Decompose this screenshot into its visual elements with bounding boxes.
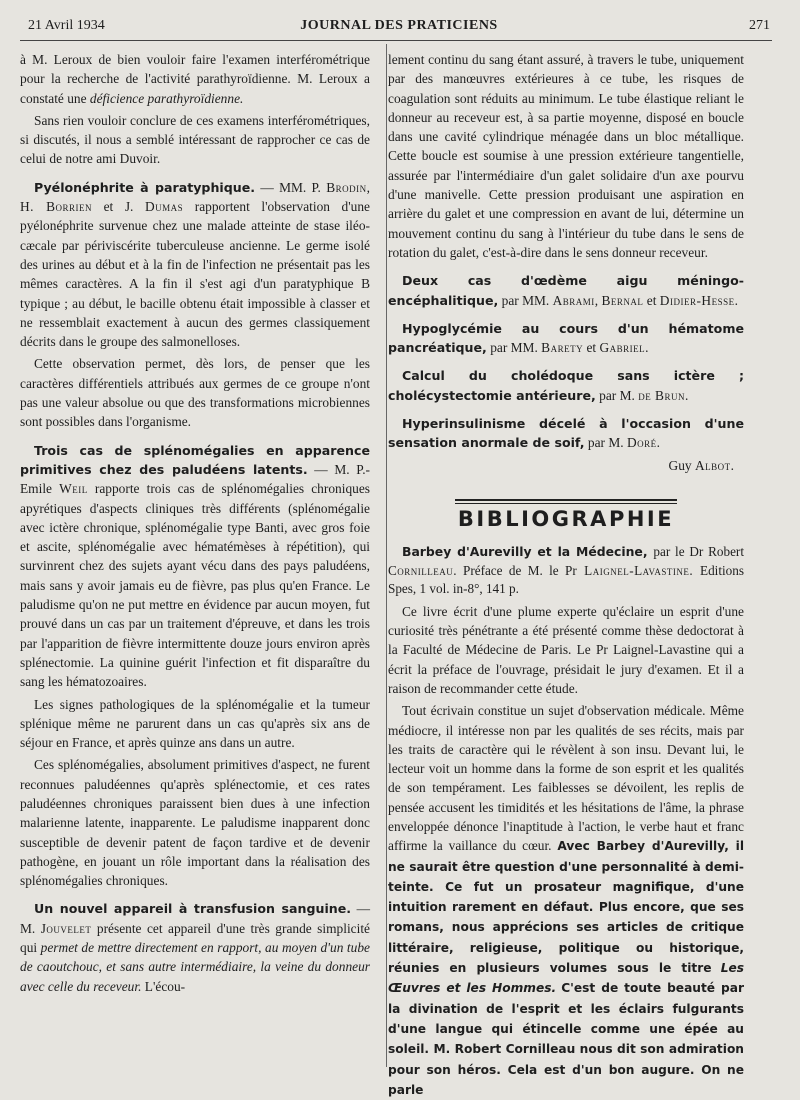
column-divider — [386, 44, 387, 1067]
left-column — [20, 50, 370, 1067]
paragraph: Tout écrivain constitue un sujet d'observation médicale. Même médiocre, il intéresse non par les qualités de ses récits, mais par les traits de caractère qui le révèlent à son insu. Devant lui, le lecteur voit un homme dans la forme de son esprit et les qualités de son tempérament. Les faiblesses se dévoilent, les replis de pensée accusent les timidités et les hésitations de l'âme, la phrase enveloppée dénonce l'inaptitude à l'action, le verbe haut et franc affirme la vaillance du cœur. Avec Barbey d'Aurevilly, il ne saurait être question d'une personnalité à demi-teinte. Ce fut un prosateur magnifique, d'une intuition rarement en défaut. Plus encore, que ses romans, nous apprécions ses articles de critique littéraire, religieuse, politique ou historique, réunies en plusieurs volumes sous le titre Les Œuvres et les Hommes. C'est de toute beauté par la divination de l'esprit et les éclairs fulgurants d'une langue qui étincelle comme une épée au soleil. M. Robert Cornilleau nous dit son admiration pour son héros. Cela est d'un bon augure. On ne parle — [388, 703, 744, 1097]
paragraph: lement continu du sang étant assuré, à travers le tube, uniquement par des manœuvres extérieures à ce tube, les risques de coagulation sont réduits au minimum. Le tube élastique reliant le donneur au receveur est, à sa partie moyenne, disposé en boucle dans une cavité cylindrique ménagée dans un bloc métallique. Cette boucle est soumise à une pression extérieure tangentielle, assurée par l'intermédiaire d'un galet solidaire d'un axe pourvu d'une manivelle. Cette pression produisant une aspiration en arrière du galet et une compression en avant de lui, détermine un mouvement continu du sang à l'intérieur du tube dans le sens de rotation du galet, c'est-à-dire dans le sens donneur receveur. — [388, 52, 744, 260]
page-header — [28, 18, 770, 38]
section-splenomegalies: Trois cas de splénomégalies en apparence primitives chez des paludéens latents. — M. P.-Emile Weil rapporte trois cas de splénomégalies chroniques apyrétiques d'aspects cliniques très différents (splénomégalie avec ictère chronique, splénomégalie type Banti, avec gros foie et ascite, splénomégalie avec hématémèses à répétition), qui survinrent chez des sujets ayant vécu dans des pays paludéens, mais sans y avoir jamais eu de fièvre, pas plus qu'en France. Le paludisme qu'on ne put mettre en évidence par aucun moyen, fut prouvé dans un cas par un traitement d'épreuve, et dans les trois par l'apparition de fièvre intermittente douze jours environ après splénectomie. La quinine guérit l'infection et fit disparaître du sang les hématozoaires. — [20, 442, 370, 690]
section-title: Un nouvel appareil à transfusion sanguine. — [34, 901, 352, 917]
communication-calcul: Calcul du cholédoque sans ictère ; cholécystectomie antérieure, par M. de Brun. — [388, 368, 744, 403]
section-title: Trois cas de splénomégalies en apparence primitives chez des paludéens latents. — [20, 442, 370, 477]
section-pyelonephrite: Pyélonéphrite à paratyphique. — MM. P. Brodin, H. Borrien et J. Dumas rapportent l'observation d'une pyélonéphrite survenue chez une malade atteinte de stase iléo-cæcale par périviscérite tuberculeuse ancienne. Le germe isolé des urines au début et à la fin de l'infection ne présentait pas les mêmes caractères. A la fin il s'est agi d'un paratyphique B typique ; au début, le bacille obtenu était impossible à classer et ne ressemblait exactement à aucun des germes classiquement décrits dans le groupe des salmonelloses. — [20, 179, 370, 350]
paragraph: Cette observation permet, dès lors, de penser que les caractères différentiels attribués aux germes de ce groupe n'ont pas une valeur absolue ou que des transformations microbiennes sont possibles dans l'organisme. — [20, 356, 370, 430]
header-rule — [20, 40, 772, 41]
paragraph: à M. Leroux de bien vouloir faire l'examen interférométrique pour la recherche de l'activité parathyroïdienne. M. Leroux a constaté une déficience parathyroïdienne. — [20, 52, 370, 106]
right-column — [388, 50, 744, 1097]
paragraph: Ces splénomégalies, absolument primitives d'aspect, ne furent reconnues paludéennes qu'après splénectomie, et ces rates paludéennes chroniques paraissent bien dues à une infection malarienne latente, inapparente. Le paludisme inapparent donc susceptible de devenir patent de façon tardive et de devenir pathogène, en jouant un rôle important dans la réalisation des splénomégalies chroniques. — [20, 757, 370, 889]
communication-hypoglycemie: Hypoglycémie au cours d'un hématome pancréatique, par MM. Barety et Gabriel. — [388, 320, 744, 356]
communication-hyperinsulinisme: Hyperinsulinisme décelé à l'occasion d'une sensation anormale de soif, par M. Doré. — [388, 416, 744, 451]
section-transfusion: Un nouvel appareil à transfusion sanguine. — M. Jouvelet présente cet appareil d'une très grande simplicité qui permet de mettre directement en rapport, au moyen d'un tube de caoutchouc, et sans autre intermédiaire, la veine du donneur avec celle du receveur. L'écou- — [20, 901, 370, 994]
signature: Guy Albot. — [668, 457, 734, 473]
paragraph: Sans rien vouloir conclure de ces examens interférométriques, si discutés, il nous a semblé intéressant de rapprocher ce cas de celui de notre ami Duvoir. — [20, 112, 370, 167]
page-number: 271 — [749, 18, 770, 33]
section-title: Pyélonéphrite à paratyphique. — [34, 179, 256, 195]
paragraph: Ce livre écrit d'une plume experte qu'éclaire un esprit d'une curiosité très pénétrante a été présenté comme thèse dedoctorat à la Faculté de Médecine de Paris. Le Pr Laignel-Lavastine qui a écrit la préface de l'ouvrage, présidait le jury d'examen. Et il a raison de recommander cette étude. — [388, 603, 744, 696]
bibliography-heading: BIBLIOGRAPHIE — [457, 506, 675, 531]
bibliography-rule — [455, 499, 677, 504]
bibliography-entry: Barbey d'Aurevilly et la Médecine, par le Dr Robert Cornilleau. Préface de M. le Pr Laignel-Lavastine. Editions Spes, 1 vol. in-8°, 141 p. — [388, 544, 744, 597]
paragraph: Les signes pathologiques de la splénomégalie et la tumeur splénique même ne parurent dans un cas qu'après six ans de séjour en France, et après quinze ans dans un autre. — [20, 696, 370, 751]
issue-date: 21 Avril 1934 — [28, 18, 105, 33]
journal-title: JOURNAL DES PRATICIENS — [300, 18, 498, 33]
communication-oedeme: Deux cas d'œdème aigu méningo-encéphalitique, par MM. Abrami, Bernal et Didier-Hesse. — [388, 273, 744, 308]
